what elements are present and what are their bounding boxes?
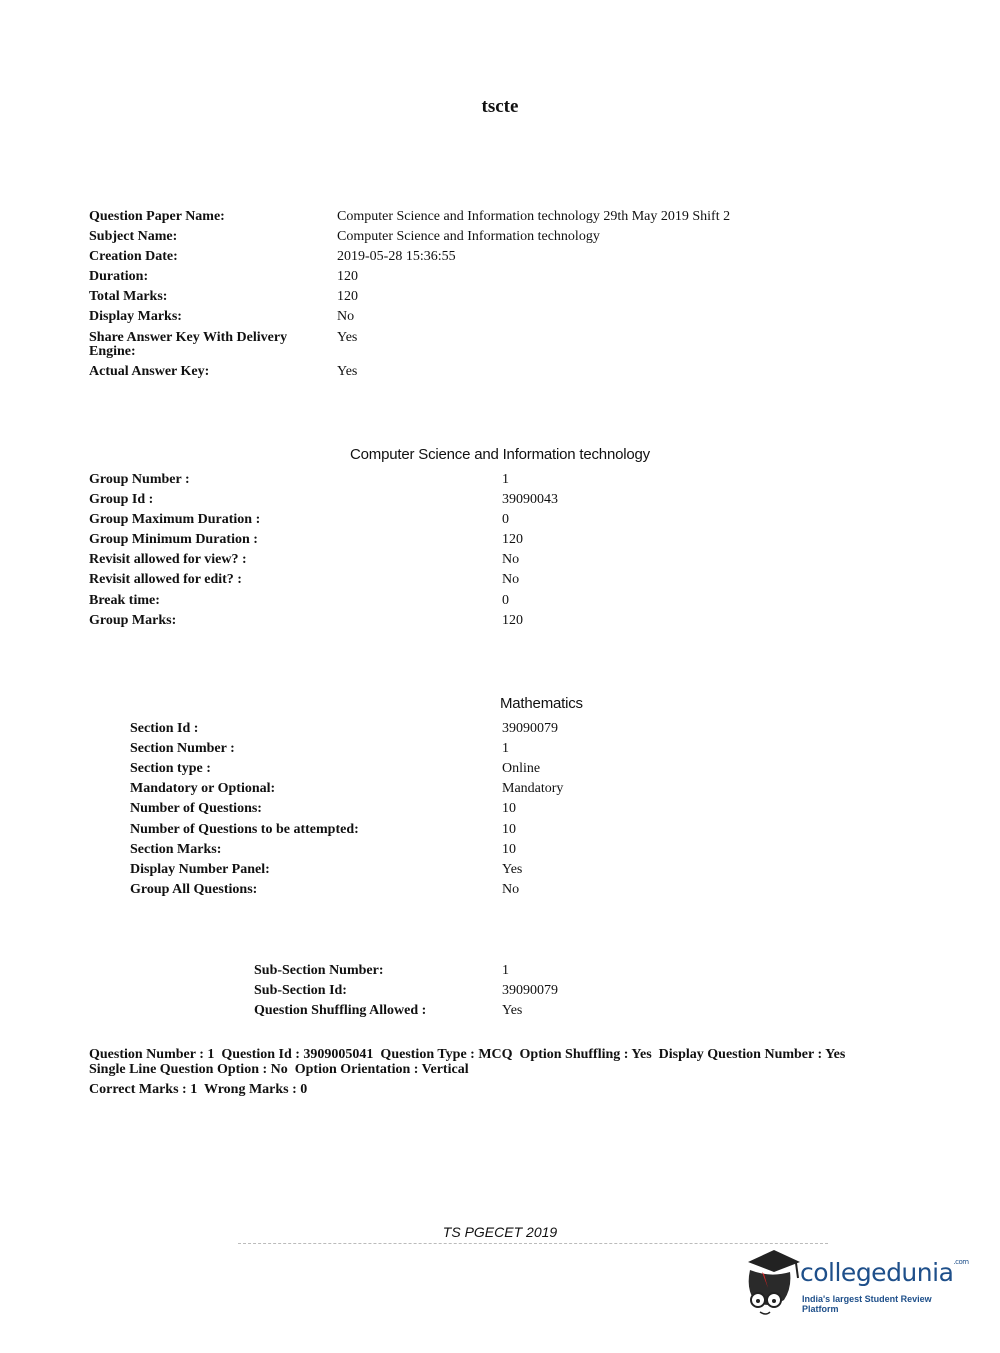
section-value: Online bbox=[502, 761, 541, 776]
subsection-value: 1 bbox=[502, 963, 509, 978]
paper-label: Total Marks: bbox=[89, 289, 168, 304]
paper-value: 120 bbox=[337, 269, 358, 284]
group-value: No bbox=[502, 572, 520, 587]
paper-value: Computer Science and Information technology 29th May 2019 Shift 2 bbox=[337, 209, 731, 224]
paper-label: Duration: bbox=[89, 269, 149, 284]
paper-label: Question Paper Name: bbox=[89, 209, 225, 224]
group-value: 120 bbox=[502, 532, 523, 547]
section-value: 10 bbox=[502, 842, 516, 857]
paper-value: Yes bbox=[337, 330, 358, 345]
section-value: 39090079 bbox=[502, 721, 558, 736]
section-label: Section type : bbox=[130, 761, 211, 776]
paper-label-continued: Engine: bbox=[89, 344, 136, 359]
paper-label: Actual Answer Key: bbox=[89, 364, 210, 379]
logo-suffix: .com bbox=[953, 1258, 969, 1266]
section-value: Mandatory bbox=[502, 781, 564, 796]
paper-value: Yes bbox=[337, 364, 358, 379]
group-label: Group Number : bbox=[89, 472, 190, 487]
section-label: Section Marks: bbox=[130, 842, 222, 857]
group-value: 1 bbox=[502, 472, 509, 487]
group-label: Group Marks: bbox=[89, 613, 177, 628]
section-value: 10 bbox=[502, 801, 516, 816]
group-label: Break time: bbox=[89, 593, 160, 608]
group-value: 0 bbox=[502, 512, 509, 527]
document-title: tscte bbox=[481, 96, 519, 117]
paper-value: No bbox=[337, 309, 355, 324]
group-value: 0 bbox=[502, 593, 509, 608]
subsection-label: Sub-Section Number: bbox=[254, 963, 384, 978]
subsection-label: Sub-Section Id: bbox=[254, 983, 347, 998]
section-label: Number of Questions to be attempted: bbox=[130, 822, 359, 837]
section-label: Display Number Panel: bbox=[130, 862, 270, 877]
paper-label: Share Answer Key With Delivery bbox=[89, 330, 288, 345]
group-value: 120 bbox=[502, 613, 523, 628]
group-label: Group Id : bbox=[89, 492, 154, 507]
logo-wordmark bbox=[800, 1258, 969, 1287]
question-marks-line: Correct Marks : 1 Wrong Marks : 0 bbox=[89, 1082, 308, 1097]
paper-label: Display Marks: bbox=[89, 309, 182, 324]
paper-value: Computer Science and Information technology bbox=[337, 229, 600, 244]
subsection-value: Yes bbox=[502, 1003, 523, 1018]
section-label: Section Id : bbox=[130, 721, 199, 736]
section-label: Mandatory or Optional: bbox=[130, 781, 276, 796]
group-heading: Computer Science and Information technology bbox=[350, 446, 650, 463]
footer-text: TS PGECET 2019 bbox=[442, 1224, 558, 1240]
group-label: Group Minimum Duration : bbox=[89, 532, 258, 547]
section-value: 1 bbox=[502, 741, 509, 756]
collegedunia-logo bbox=[740, 1248, 970, 1318]
group-value: No bbox=[502, 552, 520, 567]
group-value: 39090043 bbox=[502, 492, 558, 507]
paper-value: 2019-05-28 15:36:55 bbox=[337, 249, 456, 264]
footer-divider bbox=[238, 1243, 828, 1246]
group-label: Group Maximum Duration : bbox=[89, 512, 261, 527]
section-heading: Mathematics bbox=[500, 695, 583, 712]
section-label: Section Number : bbox=[130, 741, 235, 756]
paper-value: 120 bbox=[337, 289, 358, 304]
section-label: Number of Questions: bbox=[130, 801, 262, 816]
section-label: Group All Questions: bbox=[130, 882, 258, 897]
section-value: No bbox=[502, 882, 520, 897]
question-meta-line: Single Line Question Option : No Option Orientation : Vertical bbox=[89, 1062, 469, 1077]
section-value: 10 bbox=[502, 822, 516, 837]
subsection-value: 39090079 bbox=[502, 983, 558, 998]
paper-label: Creation Date: bbox=[89, 249, 178, 264]
section-value: Yes bbox=[502, 862, 523, 877]
paper-label: Subject Name: bbox=[89, 229, 178, 244]
logo-name: collegedunia bbox=[800, 1258, 954, 1287]
graduate-mascot-icon bbox=[740, 1248, 802, 1318]
logo-tagline: India's largest Student Review Platform bbox=[802, 1294, 932, 1314]
group-label: Revisit allowed for view? : bbox=[89, 552, 247, 567]
group-label: Revisit allowed for edit? : bbox=[89, 572, 242, 587]
subsection-label: Question Shuffling Allowed : bbox=[254, 1003, 427, 1018]
question-meta-line: Question Number : 1 Question Id : 3909005041 Question Type : MCQ Option Shuffling : Yes Display Question Number : Yes bbox=[89, 1047, 846, 1062]
